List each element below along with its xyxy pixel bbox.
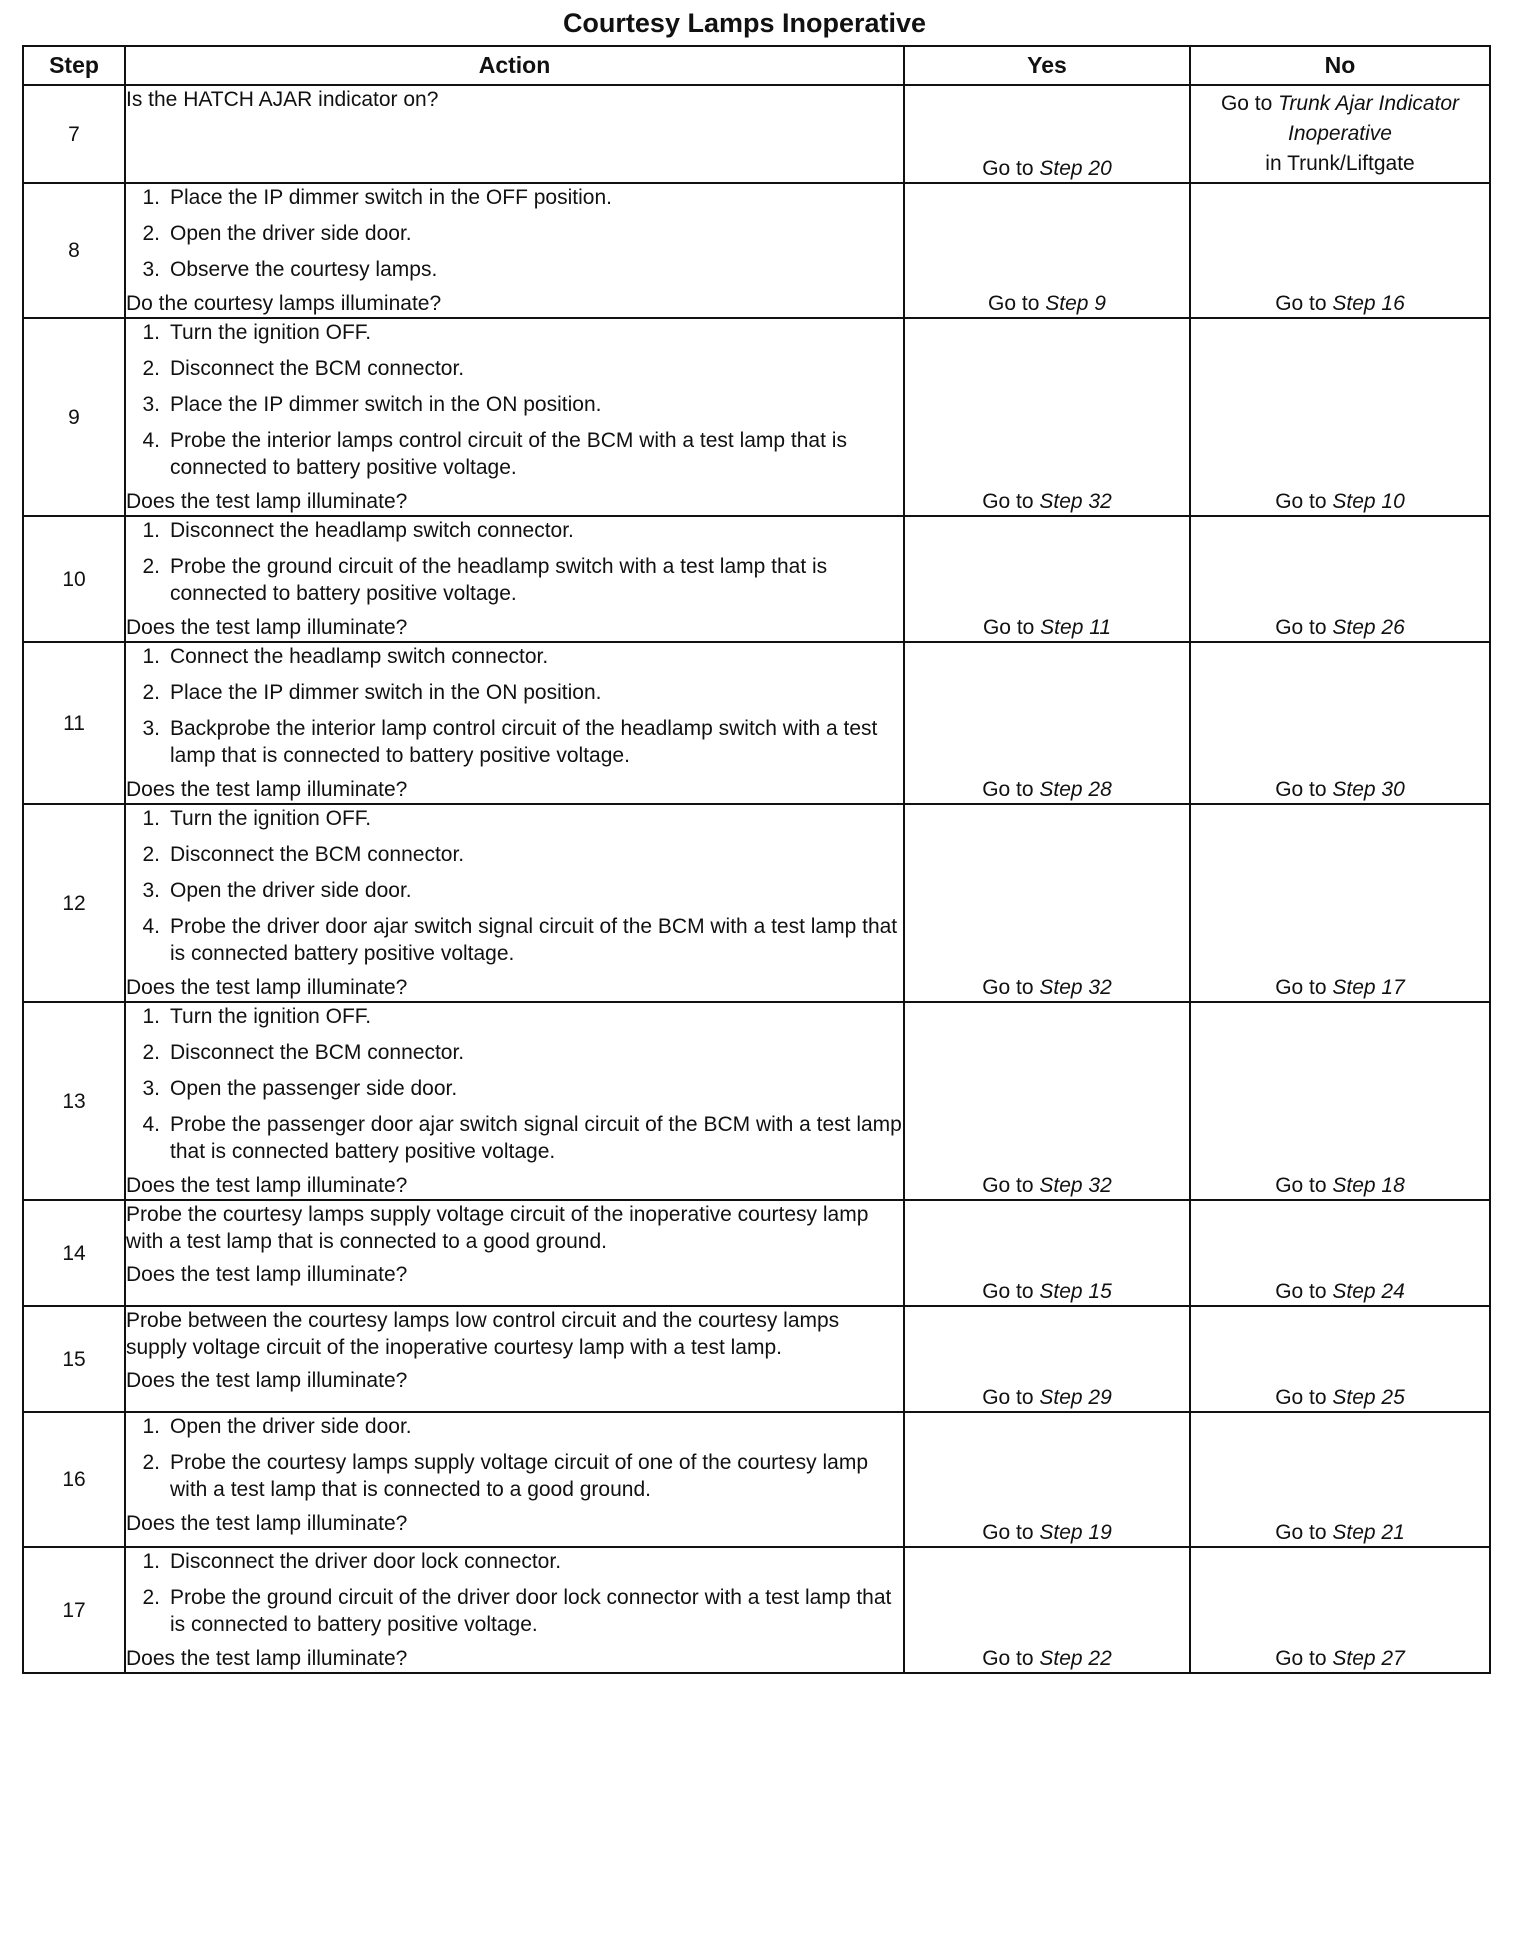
header-row <box>23 46 1490 85</box>
list-item <box>126 841 903 868</box>
table-body <box>23 85 1490 1673</box>
diagnostic-table <box>22 45 1491 1674</box>
yes-goto-prefix: Go to <box>982 1386 1040 1409</box>
action-cell <box>125 1412 904 1547</box>
list-item-text: Disconnect the BCM connector. <box>170 357 465 380</box>
column-header-no: No <box>1190 46 1490 85</box>
action-question: Do the courtesy lamps illuminate? <box>126 292 442 315</box>
list-item <box>126 427 903 481</box>
yes-goto-prefix: Go to <box>982 1521 1040 1544</box>
action-question: Does the test lamp illuminate? <box>126 616 408 639</box>
list-item-text: Disconnect the headlamp switch connector. <box>170 519 574 542</box>
list-item-number: 3. <box>142 717 160 740</box>
yes-goto-link[interactable]: Step 32 <box>1039 976 1112 999</box>
list-item-number: 1. <box>142 1415 160 1438</box>
list-item-number: 4. <box>142 915 160 938</box>
yes-goto-link[interactable]: Step 9 <box>1045 292 1106 315</box>
list-item <box>126 1003 903 1030</box>
list-item <box>126 913 903 967</box>
no-cell <box>1190 1306 1490 1412</box>
list-item <box>126 1413 903 1440</box>
yes-goto-link[interactable]: Step 19 <box>1039 1521 1112 1544</box>
table-row <box>23 1200 1490 1306</box>
yes-cell <box>904 318 1190 516</box>
page-title: Courtesy Lamps Inoperative <box>562 8 927 38</box>
no-goto-link[interactable]: Step 27 <box>1332 1647 1405 1670</box>
action-list <box>126 517 903 607</box>
list-item-number: 2. <box>142 1451 160 1474</box>
yes-goto-link[interactable]: Step 29 <box>1039 1386 1112 1409</box>
no-goto-prefix: Go to <box>1275 1280 1333 1303</box>
list-item-text: Turn the ignition OFF. <box>170 807 372 830</box>
list-item-number: 3. <box>142 879 160 902</box>
list-item <box>126 1039 903 1066</box>
list-item-text: Open the passenger side door. <box>170 1077 458 1100</box>
action-list <box>126 1003 903 1165</box>
no-cell <box>1190 516 1490 642</box>
step-number: 12 <box>23 804 125 1002</box>
action-cell <box>125 85 904 183</box>
no-cell <box>1190 85 1490 183</box>
action-list <box>126 319 903 481</box>
list-item-text: Probe the ground circuit of the driver door lock connector with a test lamp that is connected to battery positive voltage. <box>170 1586 892 1636</box>
yes-cell <box>904 1306 1190 1412</box>
no-cell <box>1190 318 1490 516</box>
table-row <box>23 642 1490 804</box>
action-cell <box>125 183 904 318</box>
yes-cell <box>904 1412 1190 1547</box>
step-number: 10 <box>23 516 125 642</box>
action-question: Does the test lamp illuminate? <box>126 778 408 801</box>
list-item-text: Probe the courtesy lamps supply voltage circuit of one of the courtesy lamp with a test lamp that is connected to a good ground. <box>170 1451 869 1501</box>
action-question: Does the test lamp illuminate? <box>126 1369 408 1392</box>
list-item-text: Place the IP dimmer switch in the ON position. <box>170 681 602 704</box>
list-item-number: 4. <box>142 1113 160 1136</box>
no-goto-link[interactable]: Step 17 <box>1332 976 1405 999</box>
action-question: Does the test lamp illuminate? <box>126 1263 408 1286</box>
list-item <box>126 184 903 211</box>
list-item-number: 3. <box>142 258 160 281</box>
list-item-text: Connect the headlamp switch connector. <box>170 645 549 668</box>
action-question: Does the test lamp illuminate? <box>126 976 408 999</box>
table-row <box>23 804 1490 1002</box>
no-goto-link[interactable]: Step 24 <box>1332 1280 1405 1303</box>
yes-cell <box>904 642 1190 804</box>
no-goto-link[interactable]: Step 21 <box>1332 1521 1405 1544</box>
list-item <box>126 1075 903 1102</box>
yes-cell <box>904 516 1190 642</box>
list-item-number: 1. <box>142 807 160 830</box>
no-cell <box>1190 1547 1490 1673</box>
yes-goto-link[interactable]: Step 15 <box>1039 1280 1112 1303</box>
step-number: 13 <box>23 1002 125 1200</box>
action-list <box>126 643 903 769</box>
no-goto-prefix: Go to <box>1275 1521 1333 1544</box>
list-item-text: Disconnect the BCM connector. <box>170 1041 465 1064</box>
table-row <box>23 85 1490 183</box>
yes-goto-link[interactable]: Step 32 <box>1039 1174 1112 1197</box>
list-item-text: Turn the ignition OFF. <box>170 1005 372 1028</box>
table-row <box>23 1547 1490 1673</box>
list-item-text: Disconnect the BCM connector. <box>170 843 465 866</box>
list-item <box>126 355 903 382</box>
list-item-text: Probe the passenger door ajar switch signal circuit of the BCM with a test lamp that is connected battery positive voltage. <box>170 1113 902 1163</box>
list-item <box>126 1584 903 1638</box>
list-item <box>126 220 903 247</box>
step-number: 17 <box>23 1547 125 1673</box>
list-item-text: Place the IP dimmer switch in the ON position. <box>170 393 602 416</box>
yes-goto-prefix: Go to <box>982 976 1040 999</box>
list-item <box>126 1548 903 1575</box>
yes-goto-prefix: Go to <box>982 490 1040 513</box>
yes-goto-prefix: Go to <box>982 1174 1040 1197</box>
no-cell <box>1190 1002 1490 1200</box>
yes-cell <box>904 85 1190 183</box>
list-item-text: Probe the interior lamps control circuit of the BCM with a test lamp that is connected to battery positive voltage. <box>170 429 847 479</box>
list-item <box>126 679 903 706</box>
step-number: 7 <box>23 85 125 183</box>
yes-goto-prefix: Go to <box>982 616 1041 639</box>
action-cell <box>125 516 904 642</box>
list-item-number: 2. <box>142 222 160 245</box>
list-item <box>126 553 903 607</box>
no-goto-link[interactable]: Step 18 <box>1332 1174 1405 1197</box>
list-item-number: 4. <box>142 429 160 452</box>
list-item-number: 3. <box>142 393 160 416</box>
yes-goto-prefix: Go to <box>982 157 1040 180</box>
column-header-action: Action <box>125 46 904 85</box>
list-item-number: 1. <box>142 186 160 209</box>
no-cell <box>1190 642 1490 804</box>
yes-goto-link[interactable]: Step 22 <box>1039 1647 1112 1670</box>
no-goto-link[interactable]: Trunk Ajar Indicator Inoperative <box>1278 92 1460 145</box>
no-goto-section: in Trunk/Liftgate <box>1265 152 1415 175</box>
action-text: Probe between the courtesy lamps low control circuit and the courtesy lamps supply voltage circuit of the inoperative courtesy lamp with a test lamp. <box>126 1309 840 1359</box>
no-goto-prefix: Go to <box>1275 1386 1333 1409</box>
no-goto-prefix: Go to <box>1275 490 1333 513</box>
list-item-text: Probe the driver door ajar switch signal circuit of the BCM with a test lamp that is connected battery positive voltage. <box>170 915 898 965</box>
list-item-text: Turn the ignition OFF. <box>170 321 372 344</box>
list-item-text: Place the IP dimmer switch in the OFF position. <box>170 186 612 209</box>
list-item-text: Probe the ground circuit of the headlamp switch with a test lamp that is connected to battery positive voltage. <box>170 555 828 605</box>
action-text: Is the HATCH AJAR indicator on? <box>126 88 439 111</box>
list-item-number: 3. <box>142 1077 160 1100</box>
no-goto-prefix: Go to <box>1220 92 1279 115</box>
table-row <box>23 516 1490 642</box>
action-cell <box>125 1547 904 1673</box>
yes-goto-link[interactable]: Step 28 <box>1039 778 1112 801</box>
list-item-number: 1. <box>142 321 160 344</box>
column-header-yes: Yes <box>904 46 1190 85</box>
list-item-number: 1. <box>142 645 160 668</box>
list-item-number: 2. <box>142 555 160 578</box>
table-row <box>23 318 1490 516</box>
list-item <box>126 1111 903 1165</box>
list-item-text: Open the driver side door. <box>170 1415 412 1438</box>
step-number: 9 <box>23 318 125 516</box>
list-item <box>126 805 903 832</box>
list-item-number: 2. <box>142 357 160 380</box>
yes-cell <box>904 1002 1190 1200</box>
step-number: 8 <box>23 183 125 318</box>
action-list <box>126 1548 903 1638</box>
yes-goto-link[interactable]: Step 20 <box>1039 157 1112 180</box>
no-goto-link[interactable]: Step 10 <box>1332 490 1405 513</box>
list-item <box>126 877 903 904</box>
table-row <box>23 1002 1490 1200</box>
action-cell <box>125 318 904 516</box>
list-item-number: 2. <box>142 843 160 866</box>
list-item-text: Backprobe the interior lamp control circuit of the headlamp switch with a test lamp that is connected to battery positive voltage. <box>170 717 878 767</box>
yes-cell <box>904 1547 1190 1673</box>
action-cell <box>125 642 904 804</box>
list-item-text: Observe the courtesy lamps. <box>170 258 438 281</box>
list-item-number: 1. <box>142 519 160 542</box>
no-goto-prefix: Go to <box>1275 1174 1333 1197</box>
action-list <box>126 805 903 967</box>
yes-cell <box>904 804 1190 1002</box>
no-cell <box>1190 1200 1490 1306</box>
no-goto-prefix: Go to <box>1275 292 1333 315</box>
yes-goto-prefix: Go to <box>982 1280 1040 1303</box>
action-question: Does the test lamp illuminate? <box>126 1174 408 1197</box>
action-cell <box>125 1200 904 1306</box>
list-item-text: Open the driver side door. <box>170 879 412 902</box>
list-item <box>126 643 903 670</box>
no-goto-prefix: Go to <box>1275 616 1333 639</box>
no-goto-prefix: Go to <box>1275 1647 1333 1670</box>
list-item-number: 1. <box>142 1550 160 1573</box>
no-cell <box>1190 1412 1490 1547</box>
action-cell <box>125 804 904 1002</box>
action-question: Does the test lamp illuminate? <box>126 1512 408 1535</box>
no-cell <box>1190 804 1490 1002</box>
no-goto-link[interactable]: Step 30 <box>1332 778 1405 801</box>
list-item-number: 2. <box>142 1041 160 1064</box>
table-row <box>23 1412 1490 1547</box>
list-item <box>126 1449 903 1503</box>
yes-cell <box>904 1200 1190 1306</box>
step-number: 15 <box>23 1306 125 1412</box>
action-cell <box>125 1306 904 1412</box>
list-item <box>126 391 903 418</box>
no-cell <box>1190 183 1490 318</box>
list-item <box>126 517 903 544</box>
step-number: 16 <box>23 1412 125 1547</box>
column-header-step: Step <box>23 46 125 85</box>
list-item-text: Open the driver side door. <box>170 222 412 245</box>
table-row <box>23 183 1490 318</box>
list-item-text: Disconnect the driver door lock connector. <box>170 1550 562 1573</box>
action-text: Probe the courtesy lamps supply voltage circuit of the inoperative courtesy lamp with a test lamp that is connected to a good ground. <box>126 1203 869 1253</box>
yes-goto-link[interactable]: Step 11 <box>1040 616 1112 639</box>
no-goto-prefix: Go to <box>1275 778 1333 801</box>
list-item <box>126 715 903 769</box>
no-goto-link[interactable]: Step 26 <box>1332 616 1405 639</box>
yes-cell <box>904 183 1190 318</box>
yes-goto-prefix: Go to <box>982 1647 1040 1670</box>
list-item <box>126 256 903 283</box>
list-item-number: 1. <box>142 1005 160 1028</box>
action-cell <box>125 1002 904 1200</box>
action-question: Does the test lamp illuminate? <box>126 1647 408 1670</box>
step-number: 11 <box>23 642 125 804</box>
table-row <box>23 1306 1490 1412</box>
action-list <box>126 184 903 283</box>
action-question: Does the test lamp illuminate? <box>126 490 408 513</box>
yes-goto-prefix: Go to <box>982 778 1040 801</box>
no-goto-link[interactable]: Step 25 <box>1332 1386 1405 1409</box>
yes-goto-link[interactable]: Step 32 <box>1039 490 1112 513</box>
step-number: 14 <box>23 1200 125 1306</box>
no-goto-link[interactable]: Step 16 <box>1332 292 1405 315</box>
no-goto-prefix: Go to <box>1275 976 1333 999</box>
list-item-number: 2. <box>142 681 160 704</box>
action-list <box>126 1413 903 1503</box>
list-item-number: 2. <box>142 1586 160 1609</box>
yes-goto-prefix: Go to <box>988 292 1046 315</box>
list-item <box>126 319 903 346</box>
